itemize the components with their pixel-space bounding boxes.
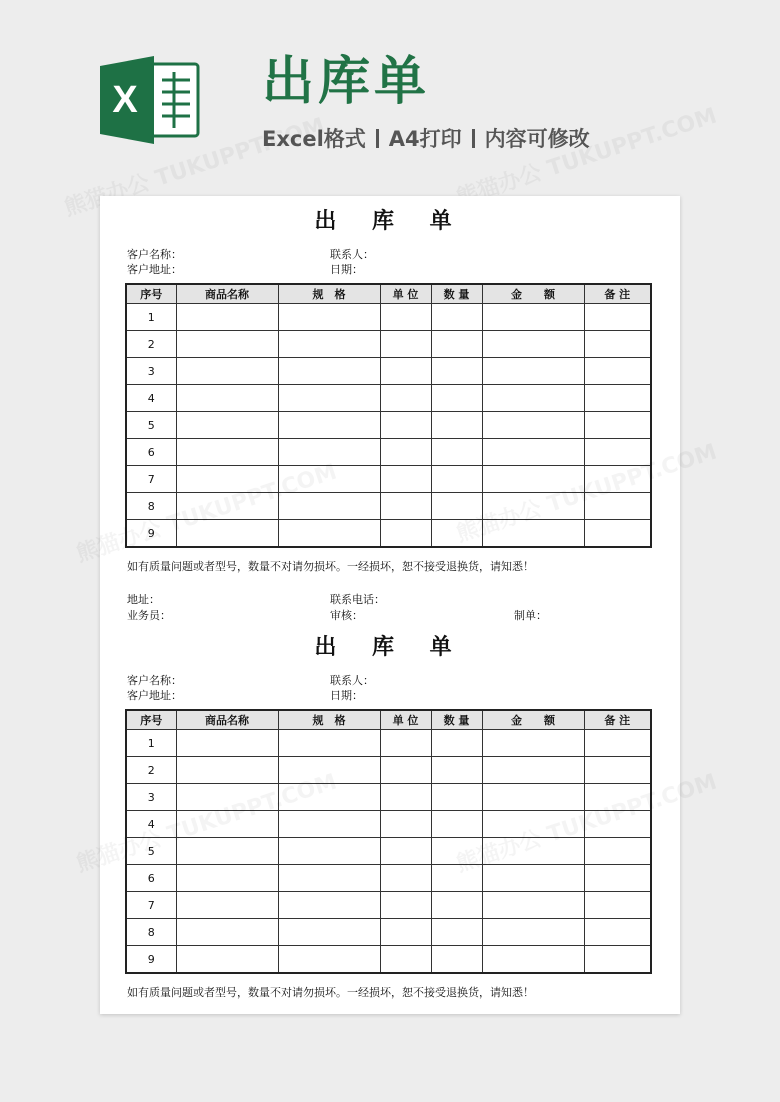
cell[interactable] [482, 838, 584, 865]
row-index: 7 [126, 466, 176, 493]
cell[interactable] [584, 439, 651, 466]
cell[interactable] [431, 919, 482, 946]
row-index: 7 [126, 892, 176, 919]
cell[interactable] [584, 946, 651, 974]
row-index: 4 [126, 385, 176, 412]
cell[interactable] [482, 865, 584, 892]
cell[interactable] [584, 757, 651, 784]
cell[interactable] [278, 892, 380, 919]
print-text: A4打印 [388, 127, 462, 151]
table-header [126, 284, 651, 304]
row-index: 2 [126, 331, 176, 358]
col-index: 序号 [126, 284, 176, 304]
cell[interactable] [380, 838, 431, 865]
table-row [126, 838, 651, 865]
cell[interactable] [278, 439, 380, 466]
table-row [126, 946, 651, 974]
cell[interactable] [278, 466, 380, 493]
cell[interactable] [278, 331, 380, 358]
row-index: 9 [126, 946, 176, 974]
cell[interactable] [584, 358, 651, 385]
customer-name-label: 客户名称： [127, 248, 182, 261]
cell[interactable] [380, 865, 431, 892]
cell[interactable] [278, 811, 380, 838]
cell[interactable] [176, 331, 278, 358]
cell[interactable] [176, 892, 278, 919]
row-index: 2 [126, 757, 176, 784]
cell[interactable] [176, 412, 278, 439]
cell[interactable] [278, 919, 380, 946]
row-index: 3 [126, 784, 176, 811]
cell[interactable] [176, 757, 278, 784]
cell[interactable] [176, 358, 278, 385]
items-table [125, 709, 652, 974]
col-amount: 金 额 [482, 284, 584, 304]
customer-name-label: 客户名称： [127, 674, 182, 687]
cell[interactable] [431, 892, 482, 919]
row-index: 5 [126, 838, 176, 865]
cell[interactable] [431, 331, 482, 358]
customer-address-label: 客户地址： [127, 263, 182, 276]
cell[interactable] [380, 331, 431, 358]
cell[interactable] [584, 331, 651, 358]
cell[interactable] [380, 946, 431, 974]
row-index: 3 [126, 358, 176, 385]
cell[interactable] [278, 304, 380, 331]
cell[interactable] [176, 730, 278, 757]
cell[interactable] [176, 304, 278, 331]
cell[interactable] [176, 439, 278, 466]
phone-label: 联系电话： [330, 593, 385, 606]
cell[interactable] [482, 304, 584, 331]
policy-note: 如有质量问题或者型号，数量不对请勿损坏。一经损坏，恕不接受退换货，请知悉！ [127, 986, 534, 999]
cell[interactable] [380, 811, 431, 838]
cell[interactable] [278, 757, 380, 784]
cell[interactable] [584, 385, 651, 412]
cell[interactable] [482, 493, 584, 520]
cell[interactable] [431, 811, 482, 838]
cell[interactable] [431, 439, 482, 466]
cell[interactable] [431, 385, 482, 412]
cell[interactable] [380, 892, 431, 919]
cell[interactable] [176, 838, 278, 865]
row-index: 1 [126, 730, 176, 757]
cell[interactable] [380, 493, 431, 520]
cell[interactable] [380, 466, 431, 493]
table-row [126, 919, 651, 946]
row-index: 4 [126, 811, 176, 838]
table-row [126, 385, 651, 412]
customer-address-label: 客户地址： [127, 689, 182, 702]
contact-label: 联系人： [330, 674, 374, 687]
cell[interactable] [584, 520, 651, 548]
cell[interactable] [482, 412, 584, 439]
cell[interactable] [482, 892, 584, 919]
salesman-label: 业务员： [127, 609, 171, 622]
cell[interactable] [431, 865, 482, 892]
table-row [126, 304, 651, 331]
table-row [126, 757, 651, 784]
row-index: 8 [126, 493, 176, 520]
col-unit: 单 位 [380, 710, 431, 730]
col-spec: 规 格 [278, 710, 380, 730]
table-row [126, 892, 651, 919]
cell[interactable] [278, 838, 380, 865]
svg-text:X: X [112, 79, 138, 121]
col-remark: 备 注 [584, 284, 651, 304]
cell[interactable] [431, 466, 482, 493]
cell[interactable] [584, 493, 651, 520]
cell[interactable] [584, 466, 651, 493]
table-row [126, 784, 651, 811]
cell[interactable] [380, 757, 431, 784]
cell[interactable] [278, 358, 380, 385]
cell[interactable] [278, 385, 380, 412]
cell[interactable] [482, 520, 584, 548]
cell[interactable] [380, 730, 431, 757]
cell[interactable] [584, 892, 651, 919]
cell[interactable] [482, 439, 584, 466]
row-index: 6 [126, 439, 176, 466]
items-table [125, 283, 652, 548]
cell[interactable] [431, 946, 482, 974]
col-quantity: 数 量 [431, 710, 482, 730]
cell[interactable] [380, 520, 431, 548]
cell[interactable] [380, 412, 431, 439]
cell[interactable] [380, 304, 431, 331]
cell[interactable] [482, 946, 584, 974]
address-label: 地址： [127, 593, 160, 606]
cell[interactable] [278, 946, 380, 974]
table-row [126, 466, 651, 493]
cell[interactable] [482, 784, 584, 811]
cell[interactable] [431, 757, 482, 784]
cell[interactable] [584, 865, 651, 892]
cell[interactable] [584, 784, 651, 811]
table-header [126, 710, 651, 730]
cell[interactable] [380, 919, 431, 946]
cell[interactable] [176, 919, 278, 946]
cell[interactable] [278, 865, 380, 892]
divider [376, 129, 379, 148]
cell[interactable] [176, 865, 278, 892]
outbound-form [100, 622, 680, 1012]
form-title: 出 库 单 [314, 209, 466, 234]
table-row [126, 730, 651, 757]
editable-text: 内容可修改 [484, 127, 590, 151]
table-row [126, 412, 651, 439]
date-label: 日期： [330, 263, 363, 276]
col-spec: 规 格 [278, 284, 380, 304]
cell[interactable] [482, 919, 584, 946]
maker-label: 制单： [514, 609, 547, 622]
form-title: 出 库 单 [314, 635, 466, 660]
col-quantity: 数 量 [431, 284, 482, 304]
cell[interactable] [176, 946, 278, 974]
cell[interactable] [482, 331, 584, 358]
policy-note: 如有质量问题或者型号，数量不对请勿损坏。一经损坏，恕不接受退换货，请知悉！ [127, 560, 534, 573]
table-row [126, 811, 651, 838]
cell[interactable] [431, 304, 482, 331]
cell[interactable] [482, 811, 584, 838]
cell[interactable] [380, 439, 431, 466]
col-remark: 备 注 [584, 710, 651, 730]
cell[interactable] [431, 412, 482, 439]
banner [0, 0, 780, 190]
cell[interactable] [431, 358, 482, 385]
cell[interactable] [176, 385, 278, 412]
table-row [126, 439, 651, 466]
col-product-name: 商品名称 [176, 284, 278, 304]
table-row [126, 865, 651, 892]
cell[interactable] [431, 784, 482, 811]
cell[interactable] [380, 784, 431, 811]
cell[interactable] [482, 466, 584, 493]
cell[interactable] [431, 730, 482, 757]
row-index: 9 [126, 520, 176, 548]
cell[interactable] [176, 520, 278, 548]
cell[interactable] [176, 466, 278, 493]
cell[interactable] [584, 838, 651, 865]
reviewer-label: 审核： [330, 609, 363, 622]
cell[interactable] [431, 838, 482, 865]
row-index: 1 [126, 304, 176, 331]
cell[interactable] [584, 919, 651, 946]
cell[interactable] [431, 520, 482, 548]
col-index: 序号 [126, 710, 176, 730]
date-label: 日期： [330, 689, 363, 702]
col-unit: 单 位 [380, 284, 431, 304]
cell[interactable] [380, 358, 431, 385]
banner-title: 出库单 [262, 52, 431, 112]
cell[interactable] [278, 784, 380, 811]
cell[interactable] [380, 385, 431, 412]
row-index: 5 [126, 412, 176, 439]
col-amount: 金 额 [482, 710, 584, 730]
banner-subtitle [262, 124, 590, 154]
document-sheet [100, 196, 680, 1014]
table-row [126, 520, 651, 548]
cell[interactable] [278, 730, 380, 757]
table-row [126, 331, 651, 358]
col-product-name: 商品名称 [176, 710, 278, 730]
cell[interactable] [431, 493, 482, 520]
cell[interactable] [278, 520, 380, 548]
divider [472, 129, 475, 148]
table-row [126, 493, 651, 520]
outbound-form [100, 196, 680, 622]
cell[interactable] [482, 757, 584, 784]
excel-logo-icon [98, 54, 202, 146]
cell[interactable] [176, 784, 278, 811]
cell[interactable] [584, 412, 651, 439]
cell[interactable] [278, 412, 380, 439]
cell[interactable] [584, 730, 651, 757]
row-index: 6 [126, 865, 176, 892]
cell[interactable] [278, 493, 380, 520]
cell[interactable] [584, 304, 651, 331]
format-text: Excel格式 [262, 127, 366, 151]
cell[interactable] [584, 811, 651, 838]
row-index: 8 [126, 919, 176, 946]
cell[interactable] [176, 493, 278, 520]
contact-label: 联系人： [330, 248, 374, 261]
cell[interactable] [482, 358, 584, 385]
cell[interactable] [482, 385, 584, 412]
table-row [126, 358, 651, 385]
cell[interactable] [176, 811, 278, 838]
cell[interactable] [482, 730, 584, 757]
